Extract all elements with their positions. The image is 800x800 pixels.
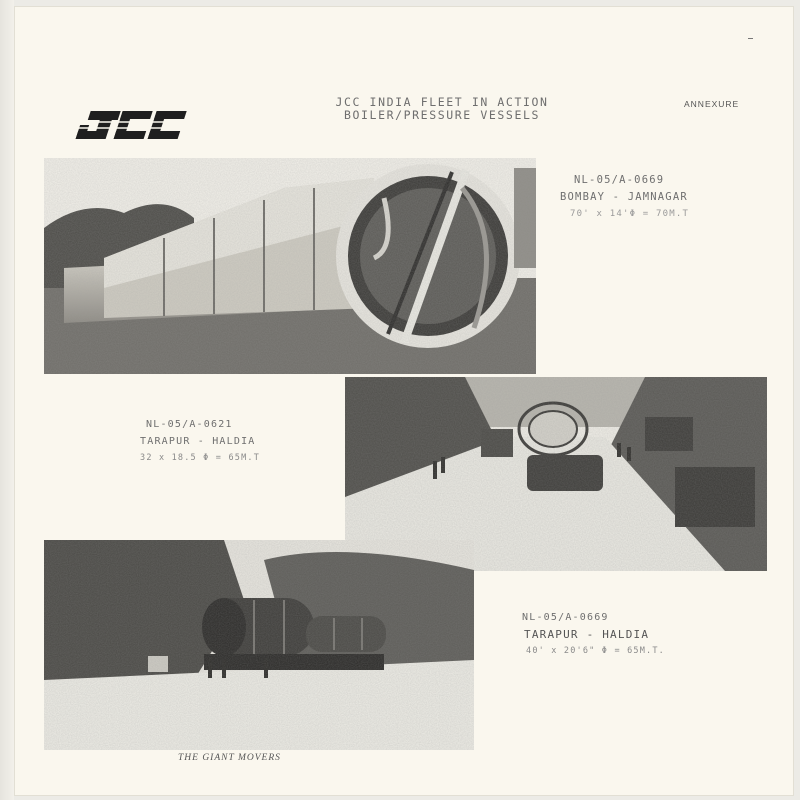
caption-b-vehicle: NL-05/A-0621 — [146, 419, 233, 430]
caption-c-vehicle: NL-05/A-0669 — [522, 612, 609, 623]
caption-a-size: 70' x 14'Φ = 70M.T — [570, 209, 690, 219]
photo-boiler-end-view — [44, 158, 536, 374]
corner-mark — [748, 38, 753, 39]
caption-road-convoy — [140, 416, 260, 467]
jcc-logo — [70, 107, 188, 151]
caption-a-route: BOMBAY - JAMNAGAR — [560, 191, 688, 203]
annexure-label: ANNEXURE — [684, 99, 740, 109]
title-line-1: JCC INDIA FLEET IN ACTION — [335, 95, 549, 109]
caption-boiler-end-view — [560, 172, 690, 223]
caption-b-route: TARAPUR - HALDIA — [140, 436, 256, 447]
caption-c-size: 40' x 20'6" Φ = 65M.T. — [526, 646, 665, 656]
caption-b-size: 32 x 18.5 Φ = 65M.T — [140, 453, 261, 463]
photo-vessel-trailer — [44, 540, 474, 750]
scan-left-edge — [0, 0, 14, 800]
title-line-2: BOILER/PRESSURE VESSELS — [343, 108, 541, 122]
caption-a-vehicle: NL-05/A-0669 — [574, 174, 665, 186]
giant-movers-caption: THE GIANT MOVERS — [178, 753, 281, 763]
caption-c-route: TARAPUR - HALDIA — [524, 628, 650, 641]
caption-vessel-trailer — [522, 609, 665, 660]
page-title — [292, 96, 592, 122]
logo-lettering: JCC — [70, 107, 72, 108]
